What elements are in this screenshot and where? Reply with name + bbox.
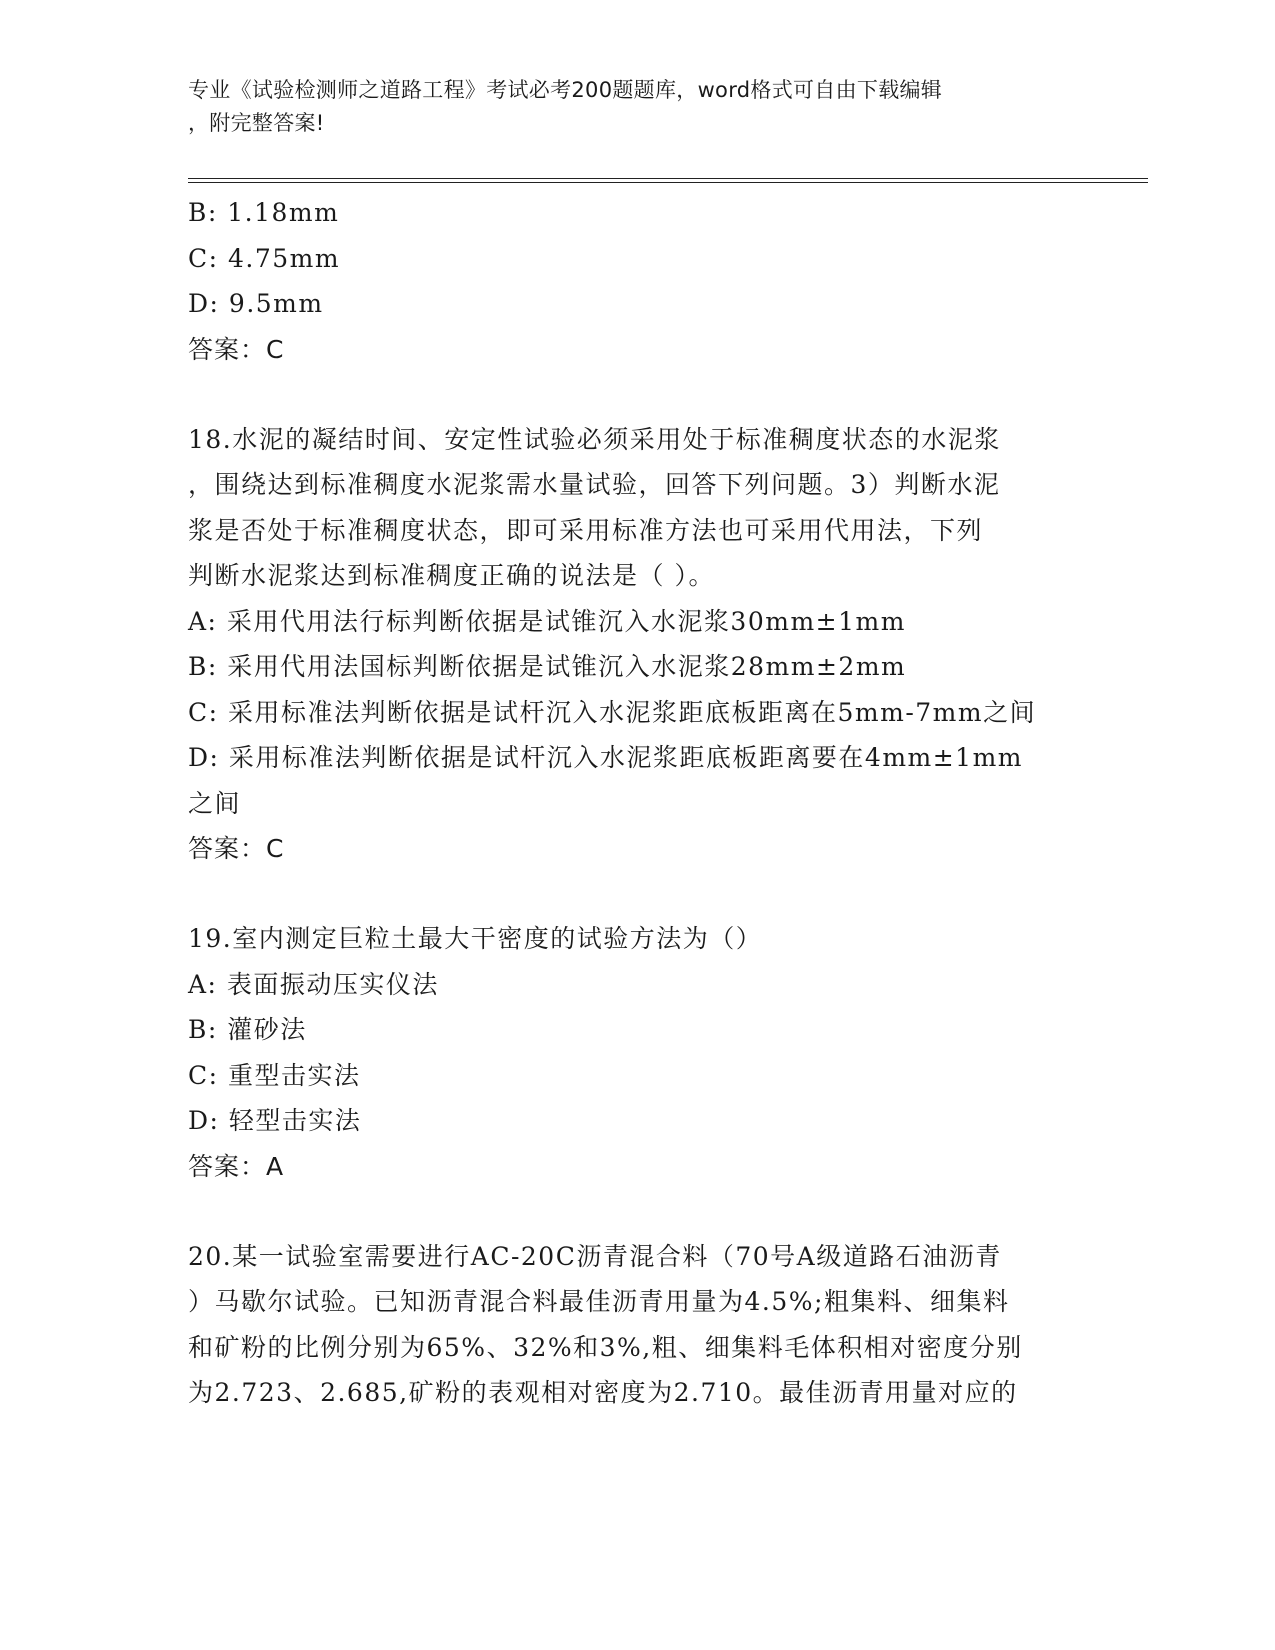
question-stem-line: 18.水泥的凝结时间、安定性试验必须采用处于标准稠度状态的水泥浆 (188, 424, 1001, 454)
option-d: D: 采用标准法判断依据是试杆沉入水泥浆距底板距离要在4mm±1mm (188, 743, 1023, 772)
question-stem-line: 和矿粉的比例分别为65%、32%和3%,粗、细集料毛体积相对密度分别 (188, 1332, 1023, 1362)
question-stem: 19.室内测定巨粒土最大干密度的试验方法为（） (188, 924, 763, 953)
page-header (188, 74, 1068, 140)
question-18 (188, 417, 1088, 873)
question-stem-line: 浆是否处于标准稠度状态，即可采用标准方法也可采用代用法，下列 (188, 515, 984, 545)
question-17-tail (188, 190, 1088, 373)
header-title-line-2: ，附完整答案! (188, 111, 325, 135)
option-d: D: 9.5mm (188, 289, 324, 318)
option-b: B: 灌砂法 (188, 1015, 307, 1044)
spacer (188, 373, 1088, 417)
question-stem-line: ，围绕达到标准稠度水泥浆需水量试验，回答下列问题。3）判断水泥 (188, 470, 1001, 499)
question-content (188, 190, 1088, 1416)
question-20 (188, 1234, 1088, 1416)
option-b: B: 1.18mm (188, 198, 340, 227)
question-stem-line: 为2.723、2.685,矿粉的表观相对密度为2.710。最佳沥青用量对应的 (188, 1378, 1018, 1407)
option-c: C: 重型击实法 (188, 1060, 361, 1090)
option-d-continuation: 之间 (188, 788, 242, 818)
question-19 (188, 916, 1088, 1190)
option-a: A: 表面振动压实仪法 (188, 969, 439, 999)
question-stem-line: 判断水泥浆达到标准稠度正确的说法是（ ）。 (188, 561, 715, 590)
spacer (188, 1190, 1088, 1234)
header-title-line-1: 专业《试验检测师之道路工程》考试必考200题题库，word格式可自由下载编辑 (188, 78, 943, 102)
answer-line: 答案：C (188, 834, 285, 863)
option-d: D: 轻型击实法 (188, 1106, 362, 1135)
question-stem-line: ）马歇尔试验。已知沥青混合料最佳沥青用量为4.5%;粗集料、细集料 (188, 1287, 1010, 1316)
option-c: C: 4.75mm (188, 243, 341, 273)
spacer (188, 872, 1088, 916)
header-double-rule (188, 178, 1148, 183)
option-c: C: 采用标准法判断依据是试杆沉入水泥浆距底板距离在5mm-7mm之间 (188, 697, 1037, 727)
answer-line: 答案：C (188, 334, 285, 364)
question-stem-line: 20.某一试验室需要进行AC-20C沥青混合料（70号A级道路石油沥青 (188, 1241, 1002, 1271)
answer-line: 答案：A (188, 1151, 285, 1181)
option-a: A: 采用代用法行标判断依据是试锥沉入水泥浆30mm±1mm (188, 606, 906, 636)
option-b: B: 采用代用法国标判断依据是试锥沉入水泥浆28mm±2mm (188, 652, 907, 681)
